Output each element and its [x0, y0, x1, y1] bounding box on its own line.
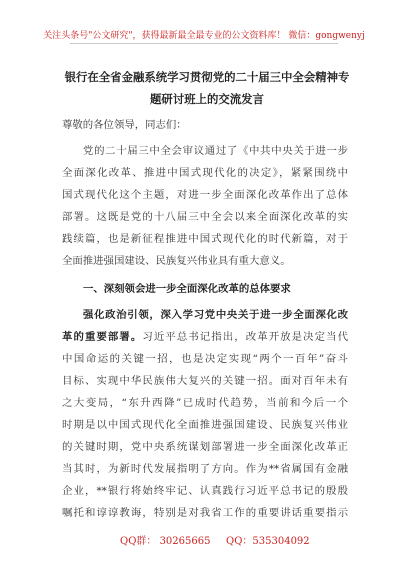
title-line-2: 题研讨班上的交流发言	[150, 92, 264, 106]
header-divider	[70, 43, 338, 44]
para2-line: 中国命运的关键一招，也是决定实现“两个一百年”奋斗	[62, 353, 348, 365]
para2-text: 习近平总书记指出，改革开放是决定当代	[142, 331, 349, 343]
para2-line: 的关键时期，党中央系统谋划部署进一步全面深化改革正	[62, 441, 348, 453]
footer-qq-contact: QQ：535304092	[226, 536, 310, 547]
para1-line: 党的二十届三中全会审议通过了《中共中央关于进一步	[83, 145, 348, 157]
title-line-1: 银行在全省金融系统学习贯彻党的二十届三中全会精神专	[64, 70, 350, 84]
header-banner: 关注头条号"公文研究"，获得最新最全最专业的公文资料库！ 微信：gongwenyj	[43, 31, 365, 41]
para1-line: 践续篇，也是新征程推进中国式现代化的时代新篇，对于	[62, 233, 348, 245]
para1-line: 全面推进强国建设、民族复兴伟业具有重大意义。	[62, 255, 291, 267]
para2-line: 时期是以中国式现代化全面推进强国建设、民族复兴伟业	[62, 419, 348, 431]
para1-line: 部署。这既是党的十八届三中全会以来全面深化改革的实	[62, 211, 348, 223]
para2-line: 嘱托和谆谆教诲，特别是对我省工作的重要讲话重要指示	[62, 507, 348, 519]
para2-line: 当其时，为新时代发展指明了方向。作为**省属国有金融	[62, 463, 348, 475]
document-title	[62, 66, 352, 110]
section-heading: 一、深刻领会进一步全面深化改革的总体要求	[83, 283, 291, 295]
para2-line: 目标、实现中华民族伟大复兴的关键一招。面对百年未有	[62, 375, 348, 387]
para1-line: 国式现代化这个主题，对进一步全面深化改革作出了总体	[62, 189, 348, 201]
para2-line: 之大变局，“东升西降”已成时代趋势，当前和今后一个	[62, 397, 348, 409]
para2-line: 企业，**银行将始终牢记、认真践行习近平总书记的殷殷	[62, 485, 348, 497]
footer-qq-group: QQ群： 30265665	[120, 536, 211, 547]
para2-line	[62, 330, 348, 344]
para2-bold-lead-end: 革的重要部署。	[62, 331, 143, 343]
salutation: 尊敬的各位领导，同志们：	[62, 119, 187, 131]
para1-line: 全面深化改革、推进中国式现代化的决定》，紧紧围绕中	[62, 167, 348, 179]
para2-bold-lead: 强化政治引领，深入学习党中央关于进一步全面深化改	[83, 309, 348, 321]
